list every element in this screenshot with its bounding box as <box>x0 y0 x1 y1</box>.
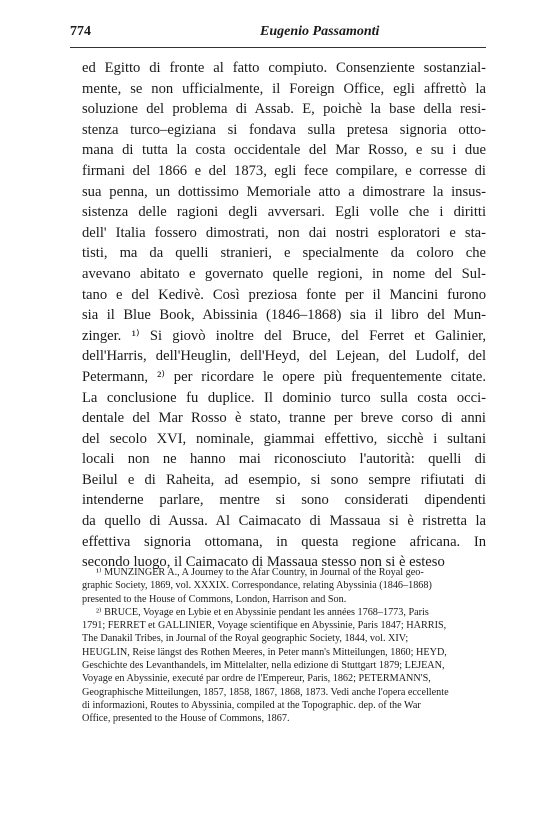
header-rule <box>70 47 486 48</box>
footnote-line: The Danakil Tribes, in Journal of the Royal geographic Society, 1844, vol. XIV; <box>82 633 409 645</box>
text-line: dell'Harris, dell'Heuglin, dell'Heyd, del Lejean, del Ludolf, del <box>82 348 486 365</box>
text-line: soluzione del problema di Assab. E, poichè la base della resi- <box>82 101 486 118</box>
text-line: dell' Italia fossero dimostrati, non dai nostri esploratori e sta- <box>82 224 486 241</box>
footnote-line: ¹⁾ MUNZINGER A., A Journey to the Afar Country, in Journal of the Royal geo- <box>96 567 424 578</box>
text-line: tisti, ma da quelli stranieri, e specialmente da coloro che <box>82 245 486 262</box>
footnote-line: graphic Society, 1869, vol. XXXIX. Correspondance, relating Abyssinia (1846–1868) <box>82 580 432 592</box>
main-text <box>82 58 486 573</box>
text-line: Beilul e di Raheita, ad esempio, si sono sempre rifiutati di <box>82 471 486 488</box>
text-line: avevano abitato e governato quelle regioni, in nome del Sul- <box>82 265 486 282</box>
text-line: mana di tutta la costa occidentale del Mar Rosso, e su i due <box>82 142 486 159</box>
footnote-line: di informazioni, Routes to Abyssinia, compiled at the Topographic. dep. of the War <box>82 699 421 711</box>
text-line: zinger. ¹⁾ Si giovò inoltre del Bruce, del Ferret et Galinier, <box>82 327 486 344</box>
text-line: da quello di Aussa. Al Caimacato di Massaua si è ristretta la <box>82 513 486 530</box>
text-line: firmani del 1866 e del 1873, egli fece compilare, e corresse di <box>82 162 486 179</box>
footnote-line: Office, presented to the House of Commons, 1867. <box>82 713 290 725</box>
text-line: locali non ne hanno mai riconosciuto l'autorità: quelli di <box>82 451 486 468</box>
footnotes <box>82 566 486 726</box>
page-header <box>70 24 488 46</box>
text-line: Petermann, ²⁾ per ricordare le opere più frequentemente citate. <box>82 368 486 385</box>
footnote-line: HEUGLIN, Reise längst des Rothen Meeres, in Peter mann's Mitteilungen, 1860; HEYD, <box>82 646 447 658</box>
text-line: del secolo XVI, nominale, giammai effettivo, sicchè i sultani <box>82 430 486 447</box>
footnote-line: Geographische Mitteilungen, 1857, 1858, 1867, 1868, 1873. Vedi anche l'opera eccellente <box>82 686 449 698</box>
text-line: sistenza delle ragioni degli avversari. Egli volle che i diritti <box>82 204 486 221</box>
text-line: sua penna, un dottissimo Memoriale atto a dimostrare la insus- <box>82 183 486 200</box>
running-head: Eugenio Passamonti <box>260 24 380 39</box>
text-line: tano e del Kedivè. Così preziosa fonte per il Mancini furono <box>82 286 486 303</box>
text-line: mente, se non ufficialmente, il Foreign Office, egli affrettò la <box>82 80 486 97</box>
page-number: 774 <box>70 24 91 39</box>
text-line: dentale del Mar Rosso è stato, tranne per breve corso di anni <box>82 410 486 427</box>
footnote-line: 1791; FERRET et GALLINIER, Voyage scientifique en Abyssinie, Paris 1847; HARRIS, <box>82 620 447 632</box>
text-line: stenza turco–egiziana si fondava sulla pretesa signoria otto- <box>82 121 486 138</box>
footnote-line: Voyage en Abyssinie, executé par ordre de l'Empereur, Paris, 1862; PETERMANN'S, <box>82 673 431 685</box>
footnote-line: presented to the House of Commons, London, Harrison and Son. <box>82 593 347 605</box>
text-line: La conclusione fu duplice. Il dominio turco sulla costa occi- <box>82 389 486 406</box>
text-line: sia il Blue Book, Abissinia (1846–1868) sia il libro del Mun- <box>82 307 486 324</box>
footnote-line: ²⁾ BRUCE, Voyage en Lybie et en Abyssinie pendant les années 1768–1773, Paris <box>96 606 429 618</box>
text-line: effettiva signoria ottomana, in questa regione africana. In <box>82 533 486 550</box>
footnote-line: Geschichte des Levanthandels, im Mittelalter, nella edizione di Stuttgart 1879; LEJEAN, <box>82 660 445 672</box>
text-line: secondo luogo, il Caimacato di Massaua stesso non si è esteso <box>82 554 445 571</box>
text-line: intenderne parlare, mentre si sono considerati dipendenti <box>82 492 486 509</box>
text-line: ed Egitto di fronte al fatto compiuto. Consenziente sostanzial- <box>82 60 486 76</box>
